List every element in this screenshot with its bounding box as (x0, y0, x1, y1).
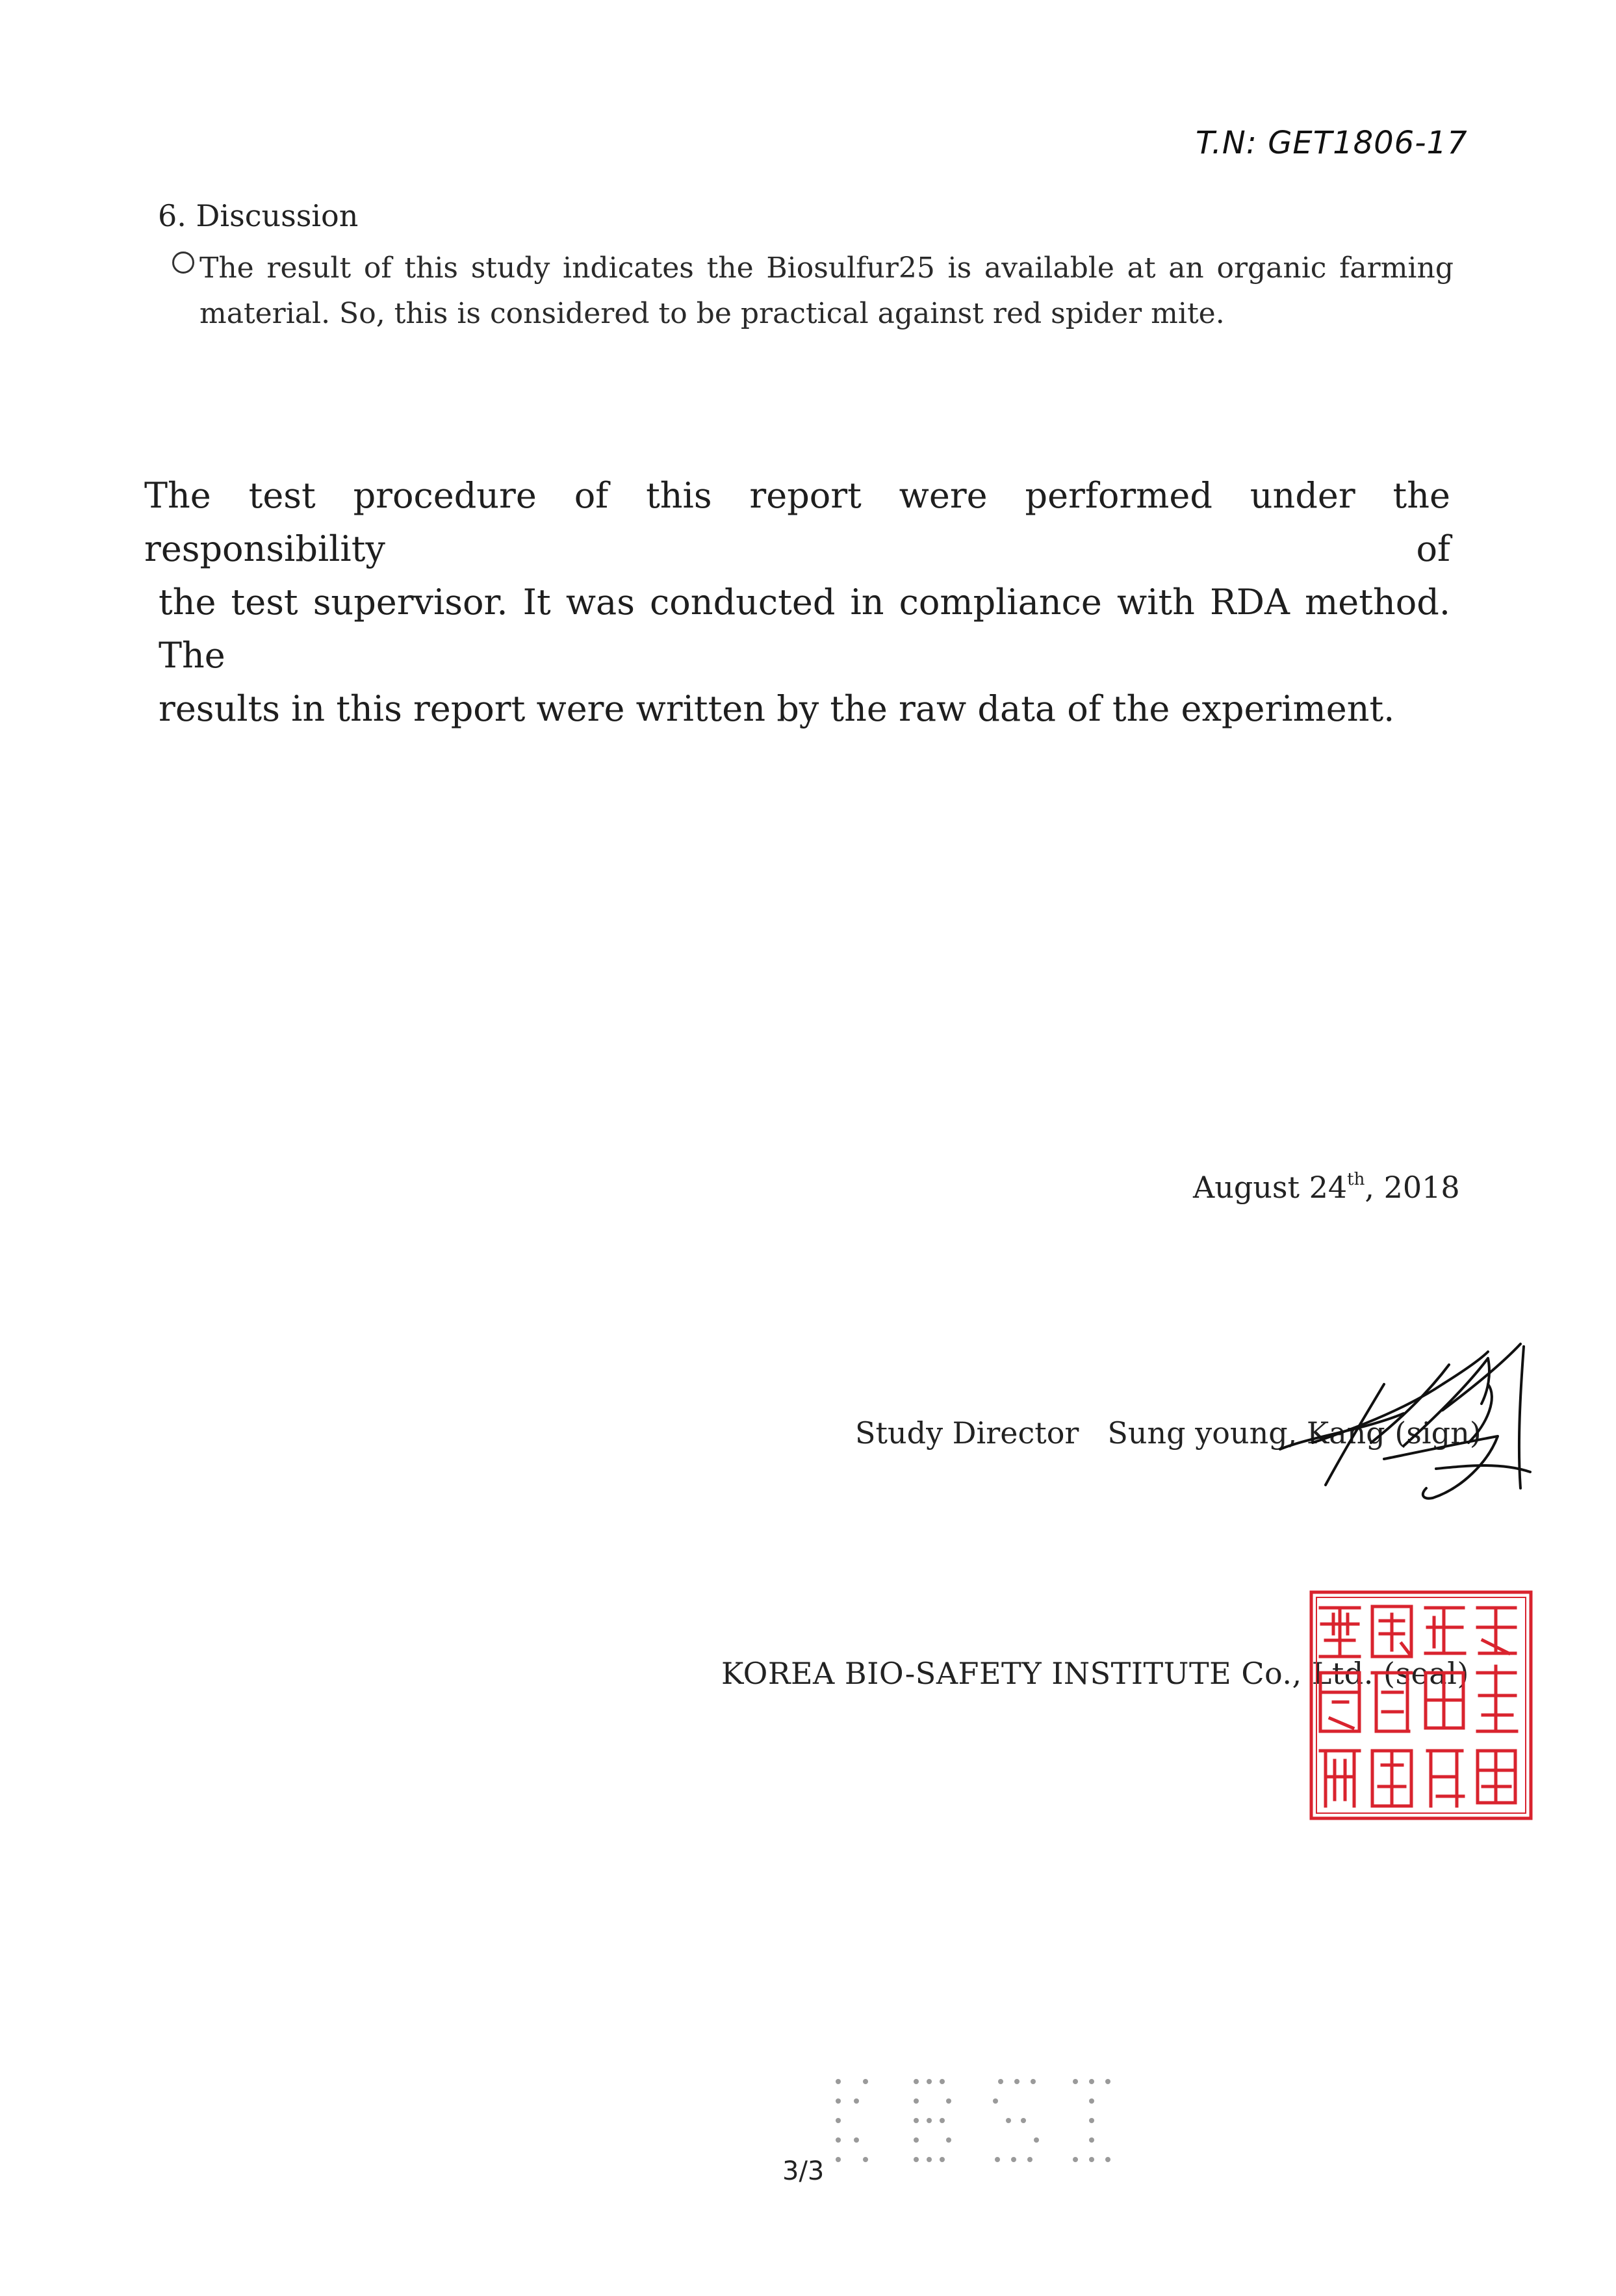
company-seal-image (1307, 1588, 1535, 1822)
discussion-line: The result of this study indicates the Biosulfur25 is available at an organic farming (199, 252, 1454, 285)
report-number: T.N: GET1806-17 (1196, 125, 1468, 161)
bullet-circle-icon (172, 252, 194, 274)
director-role: Study Director (855, 1415, 1079, 1451)
discussion-line: material. So, this is considered to be practical against red spider mite. (199, 297, 1225, 330)
certification-statement (144, 469, 1450, 736)
statement-line: results in this report were written by the raw data of the experiment. (159, 688, 1395, 729)
date-suffix: th (1347, 1170, 1365, 1189)
date-month-day: August 24 (1193, 1170, 1348, 1205)
statement-line: the test supervisor. It was conducted in compliance with RDA method. The (159, 582, 1450, 676)
discussion-paragraph (199, 246, 1454, 337)
date-year: , 2018 (1365, 1170, 1460, 1205)
director-name: Sung young, Kang (sign) (1107, 1415, 1481, 1451)
page-number: 3/3 (782, 2156, 825, 2186)
company-name: KOREA BIO-SAFETY INSTITUTE Co., Ltd. (seal) (721, 1656, 1469, 1691)
section-heading: 6. Discussion (158, 198, 359, 233)
statement-line: The test procedure of this report were performed under the responsibility of (144, 475, 1450, 569)
perforation-stamp-image (825, 2070, 1124, 2167)
report-date (1193, 1170, 1460, 1205)
signature-image (1274, 1339, 1559, 1508)
